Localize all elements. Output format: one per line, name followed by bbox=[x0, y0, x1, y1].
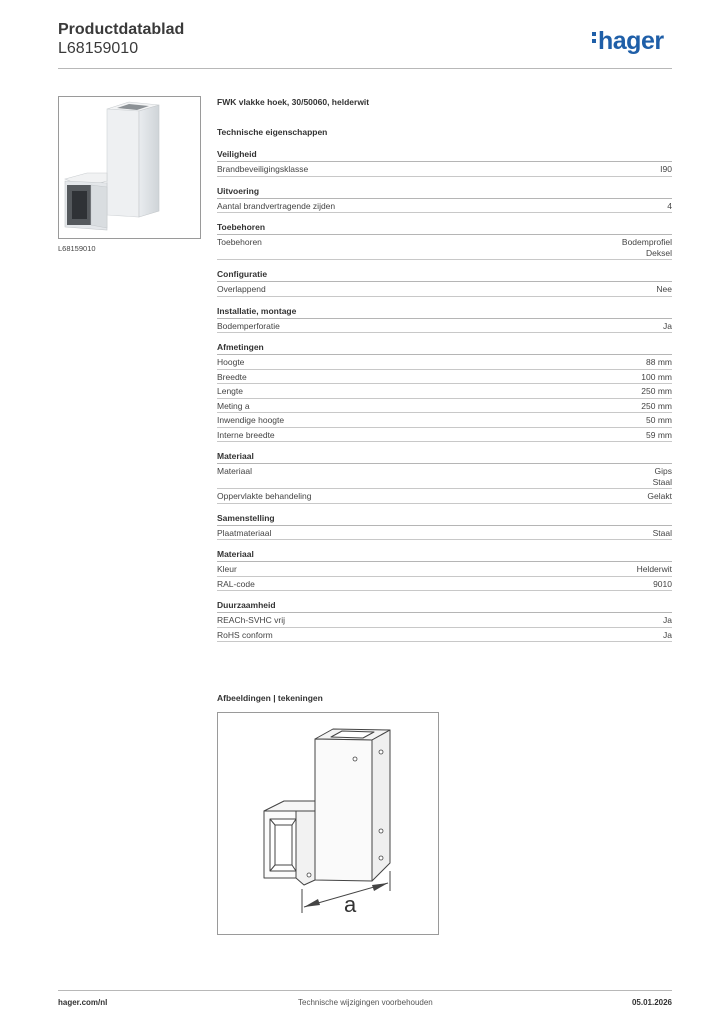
spec-label: Hoogte bbox=[217, 357, 245, 367]
dimension-a-label: a bbox=[344, 892, 357, 917]
spec-label: Aantal brandvertragende zijden bbox=[217, 200, 336, 211]
spec-value bbox=[646, 430, 672, 441]
spec-row bbox=[217, 428, 672, 443]
document-title: Productdatablad bbox=[58, 21, 185, 38]
spec-label: Lengte bbox=[217, 386, 243, 396]
spec-label: Toebehoren bbox=[217, 237, 262, 247]
hager-logo bbox=[592, 27, 664, 56]
spec-label: Breedte bbox=[217, 371, 247, 382]
spec-label: Materiaal bbox=[217, 466, 252, 476]
product-photo-image bbox=[59, 97, 200, 238]
article-number: L68159010 bbox=[58, 40, 139, 57]
spec-label: Interne breedte bbox=[217, 429, 275, 440]
spec-groups bbox=[217, 149, 672, 642]
spec-row bbox=[217, 613, 672, 628]
spec-row bbox=[217, 399, 672, 414]
product-photo bbox=[58, 96, 201, 239]
spec-value bbox=[653, 466, 672, 487]
photo-caption: L68159010 bbox=[58, 244, 96, 253]
spec-value-line: I90 bbox=[660, 164, 672, 174]
spec-value bbox=[656, 284, 672, 295]
spec-value-line: 100 mm bbox=[641, 371, 672, 382]
spec-row bbox=[217, 162, 672, 177]
spec-section bbox=[217, 97, 672, 642]
spec-row bbox=[217, 355, 672, 370]
spec-value bbox=[646, 357, 672, 368]
spec-value bbox=[641, 386, 672, 397]
spec-value-line: Staal bbox=[652, 476, 672, 487]
spec-row bbox=[217, 489, 672, 504]
spec-value bbox=[663, 615, 672, 626]
spec-group-title: Veiligheid bbox=[217, 149, 672, 162]
spec-value-line: 88 mm bbox=[646, 357, 672, 367]
spec-label: Kleur bbox=[217, 564, 237, 574]
spec-label: RoHS conform bbox=[217, 629, 273, 640]
spec-group-title: Afmetingen bbox=[217, 342, 672, 355]
spec-value-line: 250 mm bbox=[641, 386, 672, 396]
spec-value-line: Deksel bbox=[646, 247, 672, 258]
spec-value bbox=[641, 401, 672, 412]
spec-value-line: 50 mm bbox=[646, 415, 672, 425]
spec-row bbox=[217, 370, 672, 385]
spec-value-line: 9010 bbox=[653, 578, 672, 589]
spec-group-title: Configuratie bbox=[217, 269, 672, 282]
spec-value-line: 250 mm bbox=[641, 400, 672, 411]
spec-group-title: Materiaal bbox=[217, 451, 672, 464]
spec-value-line: Gelakt bbox=[647, 491, 672, 501]
spec-value bbox=[663, 321, 672, 332]
spec-value bbox=[647, 491, 672, 502]
product-name: FWK vlakke hoek, 30/50060, helderwit bbox=[217, 97, 370, 107]
spec-row bbox=[217, 562, 672, 577]
spec-value-line: Bodemprofiel bbox=[621, 237, 672, 247]
footer-disclaimer: Technische wijzigingen voorbehouden bbox=[298, 998, 433, 1007]
spec-label: Plaatmateriaal bbox=[217, 527, 272, 538]
logo-dots-icon bbox=[592, 29, 597, 46]
spec-label: RAL-code bbox=[217, 578, 255, 589]
spec-label: Overlappend bbox=[217, 284, 266, 294]
spec-value bbox=[660, 164, 672, 175]
spec-heading: Technische eigenschappen bbox=[217, 127, 328, 137]
spec-row bbox=[217, 199, 672, 214]
spec-value bbox=[646, 415, 672, 426]
spec-value-line: Nee bbox=[656, 284, 672, 294]
spec-value-line: Gips bbox=[654, 466, 672, 476]
spec-row bbox=[217, 282, 672, 297]
spec-label: REACh-SVHC vrij bbox=[217, 615, 286, 625]
header-divider bbox=[58, 68, 672, 69]
spec-row bbox=[217, 384, 672, 399]
spec-value-line: Ja bbox=[663, 320, 672, 331]
spec-label: Brandbeveiligingsklasse bbox=[217, 164, 309, 174]
spec-value-line: Ja bbox=[663, 615, 672, 625]
spec-row bbox=[217, 628, 672, 643]
spec-row bbox=[217, 413, 672, 428]
spec-value-line: Helderwit bbox=[636, 564, 672, 574]
spec-value bbox=[663, 630, 672, 641]
spec-value bbox=[653, 528, 672, 539]
spec-value bbox=[667, 201, 672, 212]
spec-group-title: Toebehoren bbox=[217, 222, 672, 235]
spec-label: Oppervlakte behandeling bbox=[217, 491, 312, 501]
footer-website[interactable]: hager.com/nl bbox=[58, 998, 108, 1007]
spec-label: Bodemperforatie bbox=[217, 320, 280, 331]
images-title: Afbeeldingen | tekeningen bbox=[217, 693, 323, 703]
drawing-svg bbox=[218, 713, 438, 934]
spec-row bbox=[217, 319, 672, 334]
technical-drawing bbox=[217, 712, 439, 935]
spec-label: Inwendige hoogte bbox=[217, 415, 285, 425]
spec-group-title: Materiaal bbox=[217, 549, 672, 562]
spec-row bbox=[217, 464, 672, 489]
spec-value-line: 4 bbox=[667, 200, 672, 211]
spec-row bbox=[217, 526, 672, 541]
spec-group-title: Duurzaamheid bbox=[217, 600, 672, 613]
spec-group-title: Installatie, montage bbox=[217, 306, 672, 319]
spec-value bbox=[637, 564, 672, 575]
spec-value bbox=[653, 579, 672, 590]
spec-value-line: Staal bbox=[652, 527, 672, 538]
footer-divider bbox=[58, 990, 672, 991]
spec-value-line: Ja bbox=[663, 629, 672, 640]
spec-group-title: Samenstelling bbox=[217, 513, 672, 526]
spec-label: Meting a bbox=[217, 400, 250, 411]
spec-value bbox=[641, 372, 672, 383]
spec-value bbox=[622, 237, 672, 258]
logo-text: hager bbox=[598, 27, 664, 55]
footer-date: 05.01.2026 bbox=[631, 998, 672, 1007]
spec-value-line: 59 mm bbox=[646, 429, 672, 440]
spec-row bbox=[217, 577, 672, 592]
spec-row bbox=[217, 235, 672, 260]
spec-group-title: Uitvoering bbox=[217, 186, 672, 199]
